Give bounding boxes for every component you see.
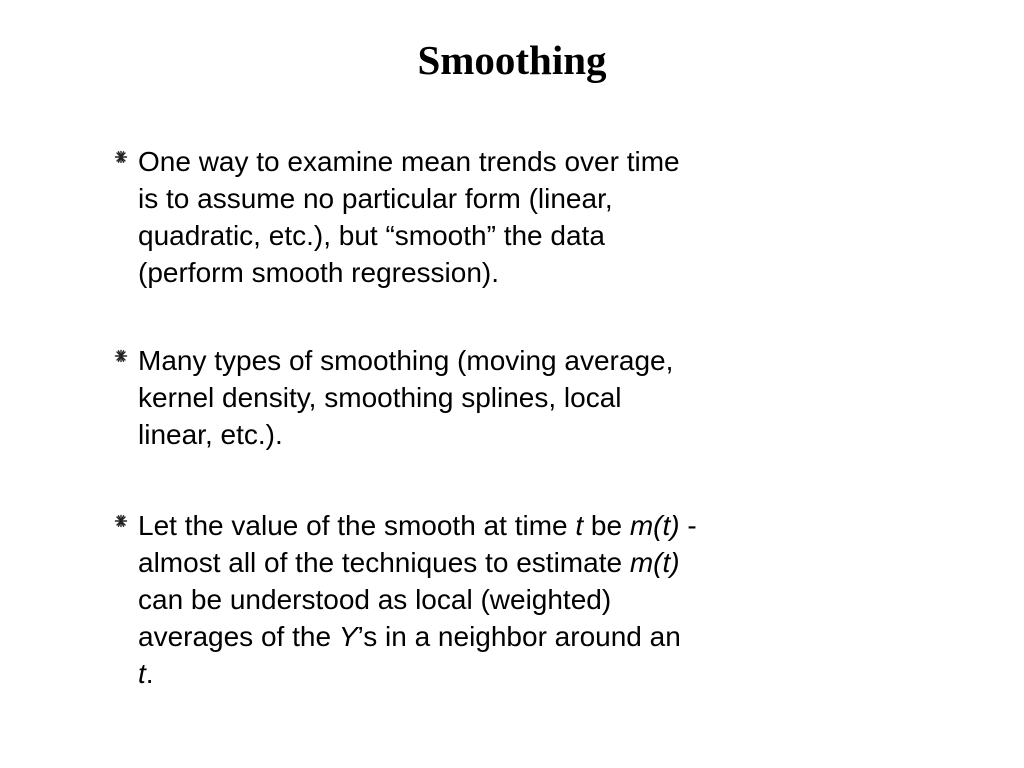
text-line: linear, etc.).: [138, 419, 283, 450]
text-line: [138, 655, 838, 692]
text-line: is to assume no particular form (linear,: [138, 183, 613, 214]
math-variable-t: t: [138, 658, 146, 689]
math-function-m-t: m(t): [629, 547, 680, 578]
asterisk-icon: [114, 514, 128, 528]
text-run: averages of the: [138, 621, 339, 652]
bullet-text: [138, 507, 838, 692]
text-run: be: [583, 510, 630, 541]
text-run: -: [679, 510, 697, 541]
text-run: ’s in a neighbor around an: [357, 621, 681, 652]
math-variable-y: Y: [338, 621, 358, 652]
asterisk-icon: [114, 150, 128, 164]
text-line: [138, 544, 838, 581]
text-line: kernel density, smoothing splines, local: [138, 382, 622, 413]
text-line: [138, 618, 838, 655]
asterisk-icon: [114, 349, 128, 363]
math-function-m-t: m(t): [629, 510, 680, 541]
bullet-text: [138, 143, 838, 291]
text-run: almost all of the techniques to estimate: [138, 547, 630, 578]
text-line: can be understood as local (weighted): [138, 584, 612, 615]
math-variable-t: t: [575, 510, 584, 541]
text-line: (perform smooth regression).: [138, 257, 500, 288]
text-line: One way to examine mean trends over time: [138, 146, 680, 177]
text-line: Many types of smoothing (moving average,: [138, 345, 674, 376]
text-run: .: [145, 658, 154, 689]
text-line: [138, 507, 838, 544]
text-run: Let the value of the smooth at time: [138, 510, 576, 541]
slide-title: Smoothing: [417, 37, 607, 83]
text-line: quadratic, etc.), but “smooth” the data: [138, 220, 605, 251]
bullet-text: [138, 342, 838, 453]
